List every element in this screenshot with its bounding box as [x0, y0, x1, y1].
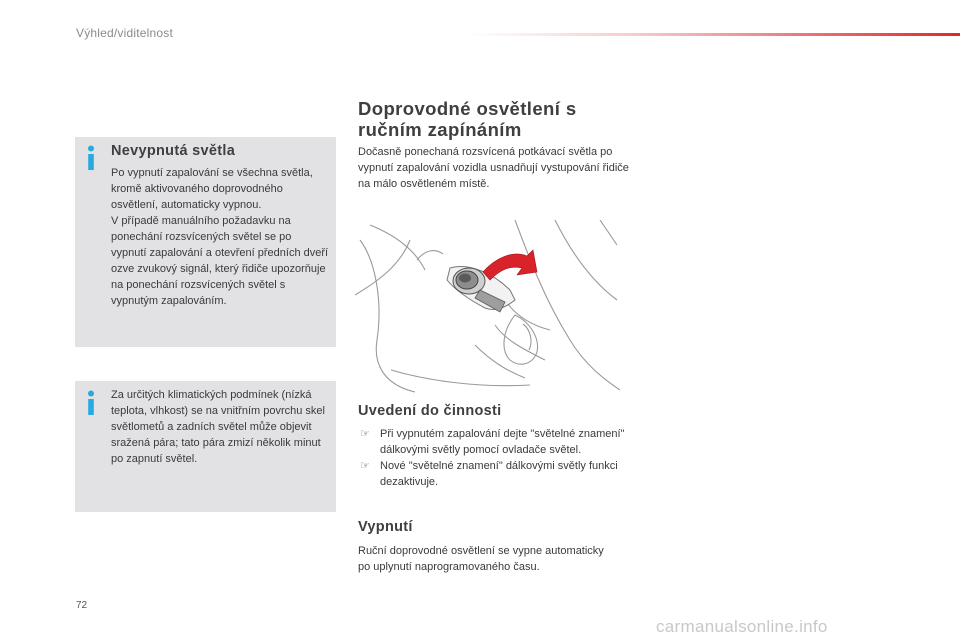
watermark: carmanualsonline.info	[656, 617, 828, 636]
deactivation-text: Ruční doprovodné osvětlení se vypne automaticky po uplynutí naprogramovaného času.	[358, 545, 604, 573]
info-icon	[85, 390, 97, 416]
lighting-stalk-illustration	[355, 220, 620, 395]
list-item	[358, 426, 628, 458]
section-title-follow-me-home: Doprovodné osvětlení s ručním zapínáním	[358, 98, 577, 140]
bullet-text: Při vypnutém zapalování dejte "světelné znamení" dálkovými světly pomocí ovladače světel.	[380, 428, 625, 456]
section-title-deactivation: Vypnutí	[358, 519, 413, 535]
info-box-text: Za určitých klimatických podmínek (nízká teplota, vlhkost) se na vnitřním povrchu skel světlometů a zadních světel může objevit sražená pára; tato pára zmizí několik minut po zapnutí světel.	[111, 389, 325, 465]
arrow-icon	[483, 250, 537, 280]
info-icon	[85, 145, 97, 171]
activation-bullet-list	[358, 426, 628, 490]
bullet-text: Nové "světelné znamení" dálkovými světly funkci dezaktivuje.	[380, 460, 618, 488]
page-header-title: Výhled/viditelnost	[76, 26, 173, 40]
section-intro-text: Dočasně ponechaná rozsvícená potkávací světla po vypnutí zapalování vozidla usnadňují vystupování řidiče na málo osvětleném místě.	[358, 146, 629, 190]
header-accent-bar	[470, 33, 960, 36]
list-item	[358, 458, 628, 490]
pointing-finger-icon: ☞	[360, 428, 370, 440]
section-title-activation: Uvedení do činnosti	[358, 403, 502, 419]
info-box-heading: Nevypnutá světla	[111, 143, 236, 159]
info-box-condensation	[75, 381, 336, 512]
page-number: 72	[76, 600, 88, 611]
pointing-finger-icon: ☞	[360, 460, 370, 472]
info-box-lights-left-on	[75, 137, 336, 347]
info-box-text: Po vypnutí zapalování se všechna světla, kromě aktivovaného doprovodného osvětlení, automaticky vypnou. V případě manuálního požadavku na ponechání rozsvícených světel se po vypnutí zapalování a otevření předních dveří ozve zvukový signál, který řidiče upozorňuje na ponechání rozsvícených světel s vypnutým zapalováním.	[111, 167, 329, 307]
